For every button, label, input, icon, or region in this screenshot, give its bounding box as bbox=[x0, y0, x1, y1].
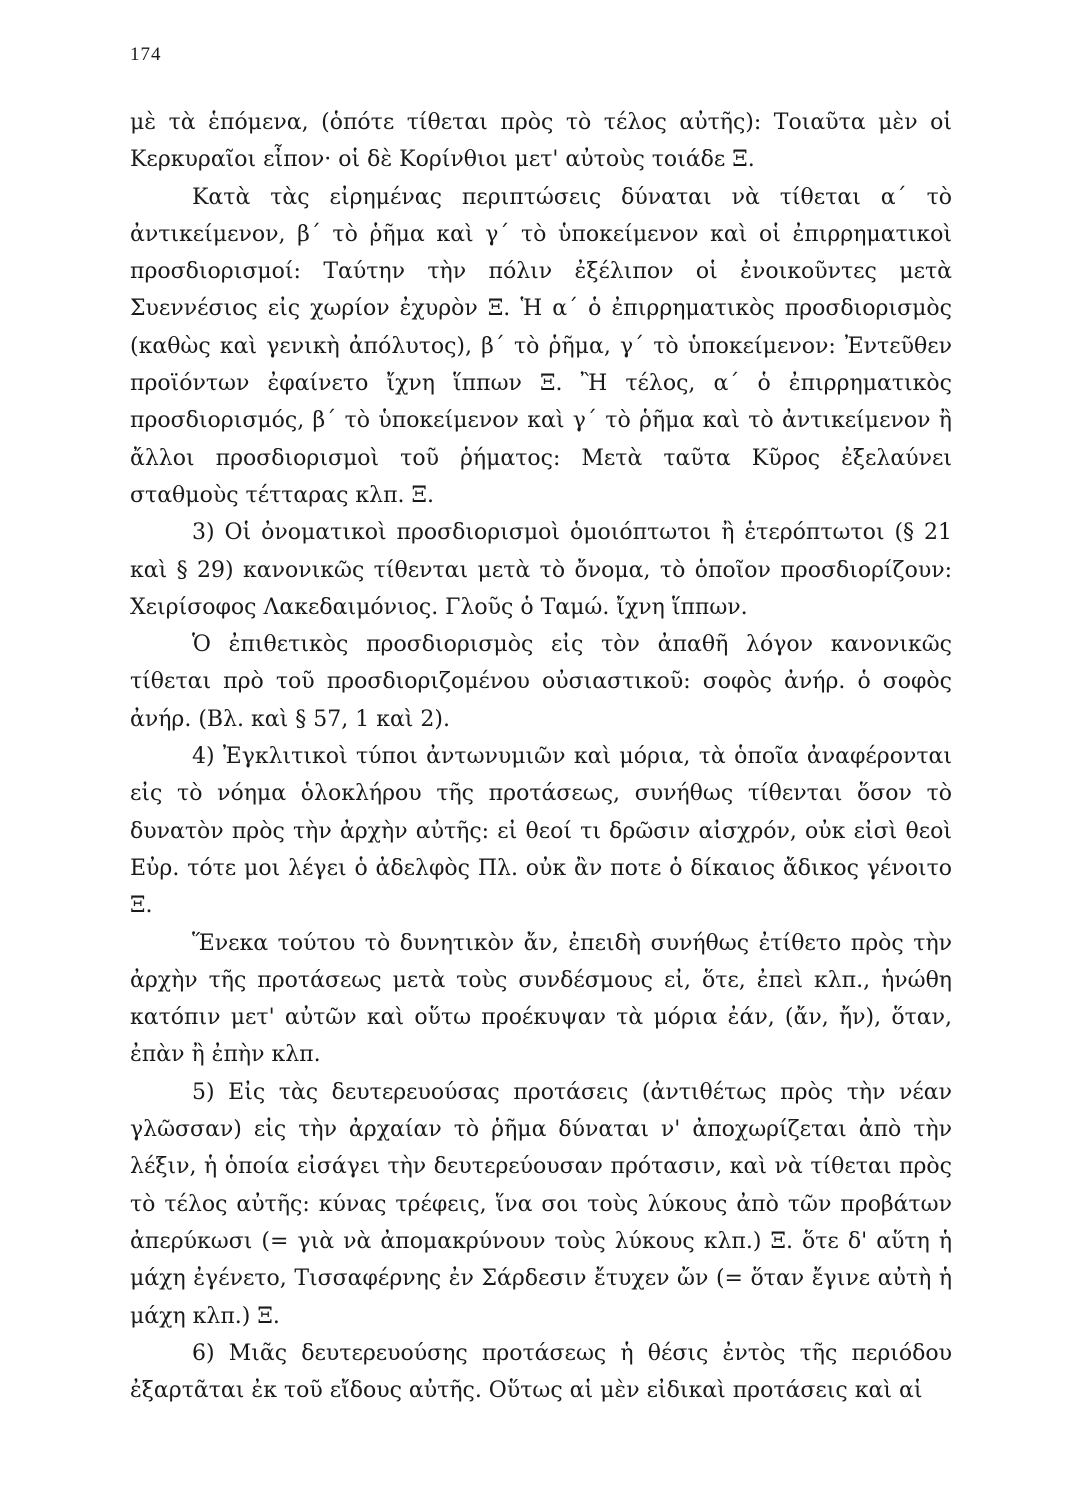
paragraph-2: Κατὰ τὰς εἰρημένας περιπτώσεις δύναται νὰ τίθεται α΄ τὸ ἀντικείμενον, β΄ τὸ ῥῆμα καὶ γ΄ τὸ ὑποκείμενον καὶ οἱ ἐπιρρηματικοὶ προσδιορισμοί: Ταύτην τὴν πόλιν ἐξέλιπον οἱ ἐνοικοῦντες μετὰ Συεννέσιος εἰς χωρίον ἐχυρὸν Ξ. Ἡ α΄ ὁ ἐπιρρηματικὸς προσδιορισμὸς (καθὼς καὶ γενικὴ ἀπόλυτος), β΄ τὸ ῥῆμα, γ΄ τὸ ὑποκείμενον: Ἐντεῦθεν προϊόντων ἐφαίνετο ἴχνη ἵππων Ξ. Ἢ τέλος, α΄ ὁ ἐπιρρηματικὸς προσδιορισμός, β΄ τὸ ὑποκείμενον καὶ γ΄ τὸ ῥῆμα καὶ τὸ ἀντικείμενον ἢ ἄλλοι προσδιορισμοὶ τοῦ ῥήματος: Μετὰ ταῦτα Κῦρος ἐξελαύνει σταθμοὺς τέτταρας κλπ. Ξ. bbox=[130, 184, 952, 508]
paragraph-6: Ἕνεκα τούτου τὸ δυνητικὸν ἄν, ἐπειδὴ συνήθως ἐτίθετο πρὸς τὴν ἀρχὴν τῆς προτάσεως μετὰ τοὺς συνδέσμους εἰ, ὅτε, ἐπεὶ κλπ., ἡνώθη κατόπιν μετ' αὐτῶν καὶ οὕτω προέκυψαν τὰ μόρια ἐάν, (ἄν, ἤν), ὅταν, ἐπὰν ἢ ἐπὴν κλπ. bbox=[130, 930, 952, 1068]
paragraph-3: 3) Οἱ ὀνοματικοὶ προσδιορισμοὶ ὁμοιόπτωτοι ἢ ἑτερόπτωτοι (§ 21 καὶ § 29) κανονικῶς τίθενται μετὰ τὸ ὄνομα, τὸ ὁποῖον προσδιορίζουν: Χειρίσοφος Λακεδαιμόνιος. Γλοῦς ὁ Ταμώ. ἴχνη ἵππων. bbox=[130, 520, 952, 620]
paragraph-8: 6) Μιᾶς δευτερευούσης προτάσεως ἡ θέσις ἐντὸς τῆς περιόδου ἐξαρτᾶται ἐκ τοῦ εἴδους αὐτῆς. Οὕτως αἱ μὲν εἰδικαὶ προτάσεις καὶ αἱ bbox=[130, 1340, 952, 1404]
paragraph-5: 4) Ἐγκλιτικοὶ τύποι ἀντωνυμιῶν καὶ μόρια, τὰ ὁποῖα ἀναφέρονται εἰς τὸ νόημα ὁλοκλήρου τῆς προτάσεως, συνήθως τίθενται ὅσον τὸ δυνατὸν πρὸς τὴν ἀρχὴν αὐτῆς: εἰ θεοί τι δρῶσιν αἰσχρόν, οὐκ εἰσὶ θεοὶ Εὐρ. τότε μοι λέγει ὁ ἀδελφὸς Πλ. οὐκ ἂν ποτε ὁ δίκαιος ἄδικος γένοιτο Ξ. bbox=[130, 744, 952, 919]
paragraph-4: Ὁ ἐπιθετικὸς προσδιορισμὸς εἰς τὸν ἀπαθῆ λόγον κανονικῶς τίθεται πρὸ τοῦ προσδιοριζομένου οὐσιαστικοῦ: σοφὸς ἀνήρ. ὁ σοφὸς ἀνήρ. (Βλ. καὶ § 57, 1 καὶ 2). bbox=[130, 632, 952, 732]
page-body-text bbox=[130, 104, 952, 1409]
paragraph-7: 5) Εἰς τὰς δευτερευούσας προτάσεις (ἀντιθέτως πρὸς τὴν νέαν γλῶσσαν) εἰς τὴν ἀρχαίαν τὸ ῥῆμα δύναται ν' ἀποχωρίζεται ἀπὸ τὴν λέξιν, ἡ ὁποία εἰσάγει τὴν δευτερεύουσαν πρότασιν, καὶ νὰ τίθεται πρὸς τὸ τέλος αὐτῆς: κύνας τρέφεις, ἵνα σοι τοὺς λύκους ἀπὸ τῶν προβάτων ἀπερύκωσι (= γιὰ νὰ ἀπομακρύνουν τοὺς λύκους κλπ.) Ξ. ὅτε δ' αὕτη ἡ μάχη ἐγένετο, Τισσαφέρνης ἐν Σάρδεσιν ἔτυχεν ὤν (= ὅταν ἔγινε αὐτὴ ἡ μάχη κλπ.) Ξ. bbox=[130, 1079, 952, 1329]
page-number: 174 bbox=[130, 44, 162, 65]
paragraph-1: μὲ τὰ ἑπόμενα, (ὁπότε τίθεται πρὸς τὸ τέλος αὐτῆς): Τοιαῦτα μὲν οἱ Κερκυραῖοι εἶπον· οἱ δὲ Κορίνθιοι μετ' αὐτοὺς τοιάδε Ξ. bbox=[130, 110, 952, 173]
